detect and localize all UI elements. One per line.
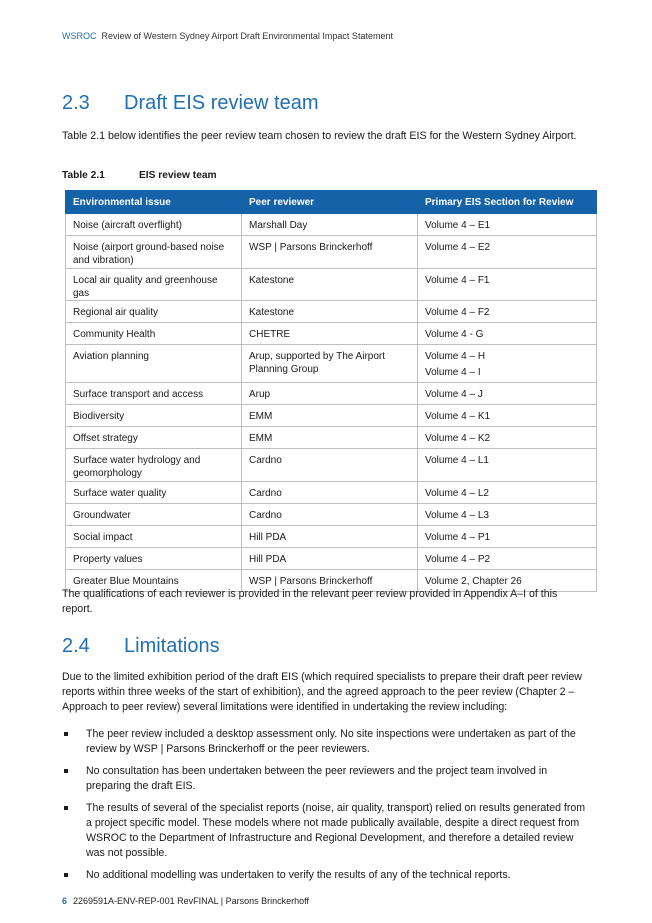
page-number: 6 bbox=[62, 896, 68, 906]
issue-cell: Groundwater bbox=[66, 504, 242, 526]
header-title: Review of Western Sydney Airport Draft Environmental Impact Statement bbox=[101, 31, 393, 41]
table-row bbox=[66, 405, 597, 427]
issue-cell: Aviation planning bbox=[66, 345, 242, 383]
table-caption-number: Table 2.1 bbox=[62, 170, 105, 181]
table-header-row bbox=[66, 191, 597, 214]
issue-cell: Biodiversity bbox=[66, 405, 242, 427]
reviewer-cell: Cardno bbox=[242, 449, 418, 482]
list-item: No additional modelling was undertaken to verify the results of any of the technical reports. bbox=[62, 868, 592, 883]
section-cell: Volume 4 – J bbox=[418, 383, 597, 405]
issue-cell: Community Health bbox=[66, 323, 242, 345]
section-heading-2-3 bbox=[62, 92, 319, 115]
table-row bbox=[66, 449, 597, 482]
qualifications-paragraph: The qualifications of each reviewer is provided in the relevant peer review provided in Appendix A–I of this report. bbox=[62, 588, 558, 615]
column-header: Environmental issue bbox=[66, 191, 242, 214]
issue-cell: Noise (aircraft overflight) bbox=[66, 214, 242, 236]
limitations-intro: Due to the limited exhibition period of the draft EIS (which required specialists to prepare their draft peer review reports within three weeks of the start of exhibition), and the agreed approach to the peer review (Chapter 2 – Approach to peer review) several limitations were identified in undertaking the review including: bbox=[62, 671, 582, 713]
issue-cell: Offset strategy bbox=[66, 427, 242, 449]
section-cell: Volume 4 – L1 bbox=[418, 449, 597, 482]
section-cell: Volume 4 – E1 bbox=[418, 214, 597, 236]
table-caption bbox=[62, 170, 217, 181]
running-header bbox=[62, 31, 393, 41]
section-line: Volume 4 – H bbox=[425, 351, 486, 362]
list-item: The peer review included a desktop assessment only. No site inspections were undertaken as part of the review by WSP | Parsons Brinckerhoff or the peer reviewers. bbox=[62, 727, 592, 757]
table-row bbox=[66, 323, 597, 345]
issue-cell: Greater Blue Mountains bbox=[66, 570, 242, 592]
section-cell: Volume 4 – K1 bbox=[418, 405, 597, 427]
reviewer-cell: Katestone bbox=[242, 301, 418, 323]
reviewer-cell: Cardno bbox=[242, 504, 418, 526]
list-item: The results of several of the specialist reports (noise, air quality, transport) relied on results generated from a project specific model. These models where not made publically available, despite a direct request from WSROC to the Department of Infrastructure and Regional Development, and therefore a detailed review was not possible. bbox=[62, 801, 592, 861]
section-title: Draft EIS review team bbox=[124, 92, 319, 114]
reviewer-cell: Cardno bbox=[242, 482, 418, 504]
issue-cell: Local air quality and greenhouse gas bbox=[66, 269, 242, 301]
section-intro: Table 2.1 below identifies the peer review team chosen to review the draft EIS for the Western Sydney Airport. bbox=[62, 130, 577, 142]
reviewer-cell: Arup, supported by The Airport Planning Group bbox=[242, 345, 418, 383]
issue-cell: Noise (airport ground-based noise and vibration) bbox=[66, 236, 242, 269]
issue-cell: Social impact bbox=[66, 526, 242, 548]
table-row bbox=[66, 548, 597, 570]
issue-cell: Surface water hydrology and geomorphology bbox=[66, 449, 242, 482]
document-reference: 2269591A-ENV-REP-001 RevFINAL | Parsons Brinckerhoff bbox=[73, 896, 309, 906]
section-cell: Volume 4 – P1 bbox=[418, 526, 597, 548]
section-number: 2.4 bbox=[62, 635, 90, 657]
reviewer-cell: EMM bbox=[242, 405, 418, 427]
table-row bbox=[66, 301, 597, 323]
reviewer-cell: CHETRE bbox=[242, 323, 418, 345]
section-line: Volume 4 – I bbox=[425, 367, 481, 378]
section-cell: Volume 2, Chapter 26 bbox=[418, 570, 597, 592]
reviewer-cell: Katestone bbox=[242, 269, 418, 301]
section-cell: Volume 4 – P2 bbox=[418, 548, 597, 570]
list-item: No consultation has been undertaken between the peer reviewers and the project team involved in preparing the draft EIS. bbox=[62, 764, 592, 794]
section-title: Limitations bbox=[124, 635, 220, 657]
issue-cell: Surface water quality bbox=[66, 482, 242, 504]
table-row bbox=[66, 383, 597, 405]
section-cell: Volume 4 – E2 bbox=[418, 236, 597, 269]
eis-review-team-table bbox=[65, 190, 597, 592]
reviewer-cell: Hill PDA bbox=[242, 548, 418, 570]
table-row bbox=[66, 269, 597, 301]
reviewer-cell: WSP | Parsons Brinckerhoff bbox=[242, 570, 418, 592]
reviewer-cell: Hill PDA bbox=[242, 526, 418, 548]
table-row bbox=[66, 482, 597, 504]
table-row bbox=[66, 345, 597, 383]
issue-cell: Property values bbox=[66, 548, 242, 570]
table-row bbox=[66, 236, 597, 269]
section-cell: Volume 4 – F2 bbox=[418, 301, 597, 323]
section-number: 2.3 bbox=[62, 92, 90, 114]
table-row bbox=[66, 526, 597, 548]
column-header: Primary EIS Section for Review bbox=[418, 191, 597, 214]
section-cell: Volume 4 – L3 bbox=[418, 504, 597, 526]
issue-cell: Surface transport and access bbox=[66, 383, 242, 405]
section-cell bbox=[418, 345, 597, 383]
section-cell: Volume 4 – L2 bbox=[418, 482, 597, 504]
table-row bbox=[66, 214, 597, 236]
column-header: Peer reviewer bbox=[242, 191, 418, 214]
table-row bbox=[66, 504, 597, 526]
section-heading-2-4 bbox=[62, 635, 220, 658]
table-caption-title: EIS review team bbox=[139, 170, 217, 181]
issue-cell: Regional air quality bbox=[66, 301, 242, 323]
section-cell: Volume 4 – F1 bbox=[418, 269, 597, 301]
reviewer-cell: WSP | Parsons Brinckerhoff bbox=[242, 236, 418, 269]
section-cell: Volume 4 – K2 bbox=[418, 427, 597, 449]
reviewer-cell: Arup bbox=[242, 383, 418, 405]
header-org: WSROC bbox=[62, 31, 97, 41]
table-row bbox=[66, 427, 597, 449]
reviewer-cell: Marshall Day bbox=[242, 214, 418, 236]
section-cell: Volume 4 - G bbox=[418, 323, 597, 345]
page-footer bbox=[62, 896, 309, 906]
reviewer-cell: EMM bbox=[242, 427, 418, 449]
limitations-list bbox=[62, 727, 592, 890]
